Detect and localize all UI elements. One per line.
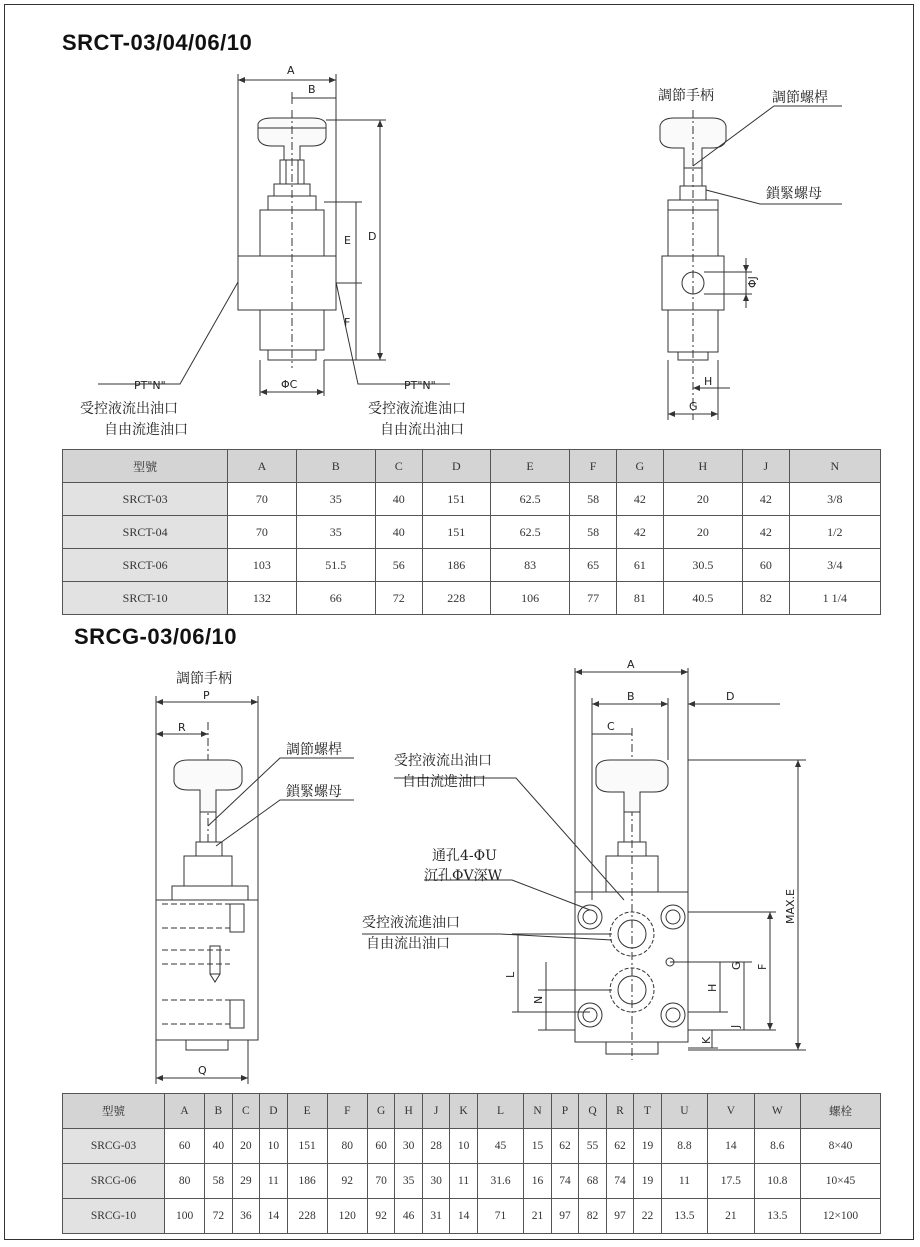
srcg-in-line2: 自由流出油口: [366, 936, 450, 952]
table-cell: 21: [524, 1199, 551, 1234]
header-cell: F: [570, 450, 617, 483]
table-cell: 8.6: [754, 1129, 800, 1164]
table-cell: 60: [742, 549, 789, 582]
header-cell: T: [634, 1094, 661, 1129]
nut-label: 鎖緊螺母: [766, 186, 822, 202]
dim-label-f: F: [344, 316, 351, 329]
table-cell: 20: [663, 483, 742, 516]
header-cell: Q: [579, 1094, 606, 1129]
header-cell: N: [524, 1094, 551, 1129]
table-cell: 120: [327, 1199, 367, 1234]
header-cell: R: [606, 1094, 633, 1129]
srcg-dim-label-j: J: [729, 1024, 742, 1028]
header-cell: P: [551, 1094, 578, 1129]
table-cell: 81: [616, 582, 663, 615]
model-cell: SRCG-10: [63, 1199, 165, 1234]
table-cell: 20: [663, 516, 742, 549]
table-cell: 62.5: [490, 516, 569, 549]
table-cell: 61: [616, 549, 663, 582]
table-cell: 72: [205, 1199, 232, 1234]
table-cell: 16: [524, 1164, 551, 1199]
srcg-dim-label-f: F: [756, 963, 769, 970]
table-cell: 92: [327, 1164, 367, 1199]
srcg-nut-label: 鎖緊螺母: [286, 784, 342, 800]
header-cell: 型號: [63, 450, 228, 483]
header-cell: B: [205, 1094, 232, 1129]
table-cell: 62: [606, 1129, 633, 1164]
table-cell: 62: [551, 1129, 578, 1164]
srcg-dim-label-c: C: [607, 720, 615, 733]
table-cell: 35: [296, 516, 375, 549]
dim-label-a: A: [287, 64, 295, 77]
table-cell: 40: [375, 516, 422, 549]
table-cell: 186: [287, 1164, 327, 1199]
table-cell: 11: [450, 1164, 477, 1199]
table-cell: 103: [228, 549, 296, 582]
table-cell: 62.5: [490, 483, 569, 516]
header-cell: 螺栓: [801, 1094, 881, 1129]
table-cell: 151: [422, 483, 490, 516]
header-cell: 型號: [63, 1094, 165, 1129]
table-cell: 51.5: [296, 549, 375, 582]
right-port-line1: 受控液流進油口: [368, 401, 466, 417]
table-cell: 40.5: [663, 582, 742, 615]
port-label-right: PT"N": [404, 379, 436, 392]
table-cell: 13.5: [661, 1199, 707, 1234]
table-row: [63, 1164, 881, 1199]
model-cell: SRCT-03: [63, 483, 228, 516]
table-cell: 21: [708, 1199, 754, 1234]
table-cell: 42: [616, 483, 663, 516]
table-header-row: [63, 1094, 881, 1129]
header-cell: E: [490, 450, 569, 483]
header-cell: F: [327, 1094, 367, 1129]
table-cell: 46: [395, 1199, 422, 1234]
table-cell: 30: [422, 1164, 449, 1199]
srcg-out-line2: 自由流進油口: [402, 774, 486, 790]
table-cell: 42: [742, 483, 789, 516]
srcg-dim-label-l: L: [504, 971, 517, 978]
table-cell: 228: [287, 1199, 327, 1234]
header-cell: B: [296, 450, 375, 483]
table-cell: 58: [570, 483, 617, 516]
table-cell: 74: [551, 1164, 578, 1199]
table-cell: 3/8: [789, 483, 880, 516]
table-cell: 40: [375, 483, 422, 516]
table-cell: 58: [570, 516, 617, 549]
header-cell: J: [742, 450, 789, 483]
table-cell: 17.5: [708, 1164, 754, 1199]
header-cell: V: [708, 1094, 754, 1129]
table-cell: 58: [205, 1164, 232, 1199]
dim-label-r: R: [178, 721, 186, 734]
table-cell: 82: [579, 1199, 606, 1234]
table-cell: 19: [634, 1129, 661, 1164]
table-cell: 60: [367, 1129, 394, 1164]
dim-label-d: D: [368, 230, 377, 243]
model-cell: SRCT-04: [63, 516, 228, 549]
dim-label-e: E: [344, 234, 351, 247]
model-cell: SRCG-03: [63, 1129, 165, 1164]
table-cell: 97: [606, 1199, 633, 1234]
header-cell: G: [367, 1094, 394, 1129]
table-cell: 1/2: [789, 516, 880, 549]
table-cell: 29: [232, 1164, 259, 1199]
header-cell: A: [165, 1094, 205, 1129]
srcg-dim-label-g: G: [730, 961, 743, 970]
table-cell: 80: [327, 1129, 367, 1164]
srcg-hole-line2: 沉孔ΦV深W: [424, 868, 502, 884]
table-cell: 10.8: [754, 1164, 800, 1199]
table-cell: 14: [450, 1199, 477, 1234]
srcg-dim-label-a: A: [627, 658, 635, 671]
table-cell: 70: [228, 516, 296, 549]
srcg-title: SRCG-03/06/10: [74, 624, 238, 649]
srcg-in-line1: 受控液流進油口: [362, 915, 460, 931]
dim-label-h: H: [704, 375, 713, 388]
header-cell: E: [287, 1094, 327, 1129]
header-cell: J: [422, 1094, 449, 1129]
table-cell: 68: [579, 1164, 606, 1199]
srcg-handle-label: 調節手柄: [176, 671, 232, 687]
dim-label-maxe: MAX.E: [784, 889, 797, 924]
table-cell: 56: [375, 549, 422, 582]
table-cell: 28: [422, 1129, 449, 1164]
table-cell: 83: [490, 549, 569, 582]
table-cell: 66: [296, 582, 375, 615]
header-cell: W: [754, 1094, 800, 1129]
table-cell: 72: [375, 582, 422, 615]
table-cell: 12×100: [801, 1199, 881, 1234]
table-cell: 31.6: [477, 1164, 523, 1199]
table-cell: 71: [477, 1199, 523, 1234]
table-cell: 10: [260, 1129, 287, 1164]
srcg-dim-label-b: B: [627, 690, 635, 703]
table-cell: 40: [205, 1129, 232, 1164]
header-cell: A: [228, 450, 296, 483]
dim-label-q: Q: [198, 1064, 207, 1077]
srcg-hole-line1: 通孔4-ΦU: [432, 848, 497, 864]
model-cell: SRCT-10: [63, 582, 228, 615]
model-cell: SRCG-06: [63, 1164, 165, 1199]
table-cell: 186: [422, 549, 490, 582]
table-cell: 45: [477, 1129, 523, 1164]
model-cell: SRCT-06: [63, 549, 228, 582]
table-cell: 82: [742, 582, 789, 615]
header-cell: N: [789, 450, 880, 483]
table-cell: 65: [570, 549, 617, 582]
header-cell: C: [232, 1094, 259, 1129]
table-cell: 15: [524, 1129, 551, 1164]
srcg-out-line1: 受控液流出油口: [394, 753, 492, 769]
table-cell: 80: [165, 1164, 205, 1199]
handle-label: 調節手柄: [658, 88, 714, 104]
table-cell: 228: [422, 582, 490, 615]
table-cell: 132: [228, 582, 296, 615]
table-cell: 35: [395, 1164, 422, 1199]
table-cell: 13.5: [754, 1199, 800, 1234]
dim-label-p: P: [203, 689, 210, 702]
table-row: [63, 1199, 881, 1234]
table-cell: 77: [570, 582, 617, 615]
srcg-dim-label-k: K: [700, 1036, 713, 1044]
table-cell: 97: [551, 1199, 578, 1234]
dim-label-g: G: [689, 400, 698, 413]
table-cell: 55: [579, 1129, 606, 1164]
header-cell: C: [375, 450, 422, 483]
table-cell: 14: [260, 1199, 287, 1234]
table-cell: 22: [634, 1199, 661, 1234]
table-row: [63, 1129, 881, 1164]
table-cell: 42: [616, 516, 663, 549]
table-cell: 19: [634, 1164, 661, 1199]
header-cell: U: [661, 1094, 707, 1129]
table-cell: 31: [422, 1199, 449, 1234]
table-cell: 74: [606, 1164, 633, 1199]
srcg-dim-label-h: H: [706, 983, 719, 992]
left-port-line1: 受控液流出油口: [80, 401, 178, 417]
table-cell: 35: [296, 483, 375, 516]
table-cell: 100: [165, 1199, 205, 1234]
left-port-line2: 自由流進油口: [104, 422, 188, 438]
srcg-dim-label-d: D: [726, 690, 735, 703]
table-cell: 10: [450, 1129, 477, 1164]
dim-label-c: ΦC: [281, 378, 298, 391]
table-cell: 30: [395, 1129, 422, 1164]
table-cell: 8×40: [801, 1129, 881, 1164]
table-cell: 151: [287, 1129, 327, 1164]
table-cell: 42: [742, 516, 789, 549]
srcg-screw-label: 調節螺桿: [286, 742, 342, 758]
right-port-line2: 自由流出油口: [380, 422, 464, 438]
table-cell: 106: [490, 582, 569, 615]
table-cell: 20: [232, 1129, 259, 1164]
table-cell: 36: [232, 1199, 259, 1234]
table-cell: 10×45: [801, 1164, 881, 1199]
table-cell: 8.8: [661, 1129, 707, 1164]
srcg-spec-table: [62, 1093, 881, 1234]
table-cell: 11: [661, 1164, 707, 1199]
table-cell: 92: [367, 1199, 394, 1234]
table-cell: 60: [165, 1129, 205, 1164]
table-cell: 151: [422, 516, 490, 549]
dim-label-b: B: [308, 83, 316, 96]
table-cell: 3/4: [789, 549, 880, 582]
table-cell: 1 1/4: [789, 582, 880, 615]
header-cell: H: [395, 1094, 422, 1129]
table-cell: 70: [228, 483, 296, 516]
table-cell: 70: [367, 1164, 394, 1199]
header-cell: D: [422, 450, 490, 483]
srcg-dim-label-n: N: [532, 995, 545, 1004]
header-cell: H: [663, 450, 742, 483]
header-cell: L: [477, 1094, 523, 1129]
table-cell: 30.5: [663, 549, 742, 582]
header-cell: K: [450, 1094, 477, 1129]
port-label-left: PT"N": [134, 379, 166, 392]
header-cell: D: [260, 1094, 287, 1129]
header-cell: G: [616, 450, 663, 483]
screw-label: 調節螺桿: [772, 90, 828, 106]
srct-title: SRCT-03/04/06/10: [62, 30, 253, 55]
table-cell: 11: [260, 1164, 287, 1199]
table-cell: 14: [708, 1129, 754, 1164]
dim-label-j: ΦJ: [746, 276, 759, 288]
